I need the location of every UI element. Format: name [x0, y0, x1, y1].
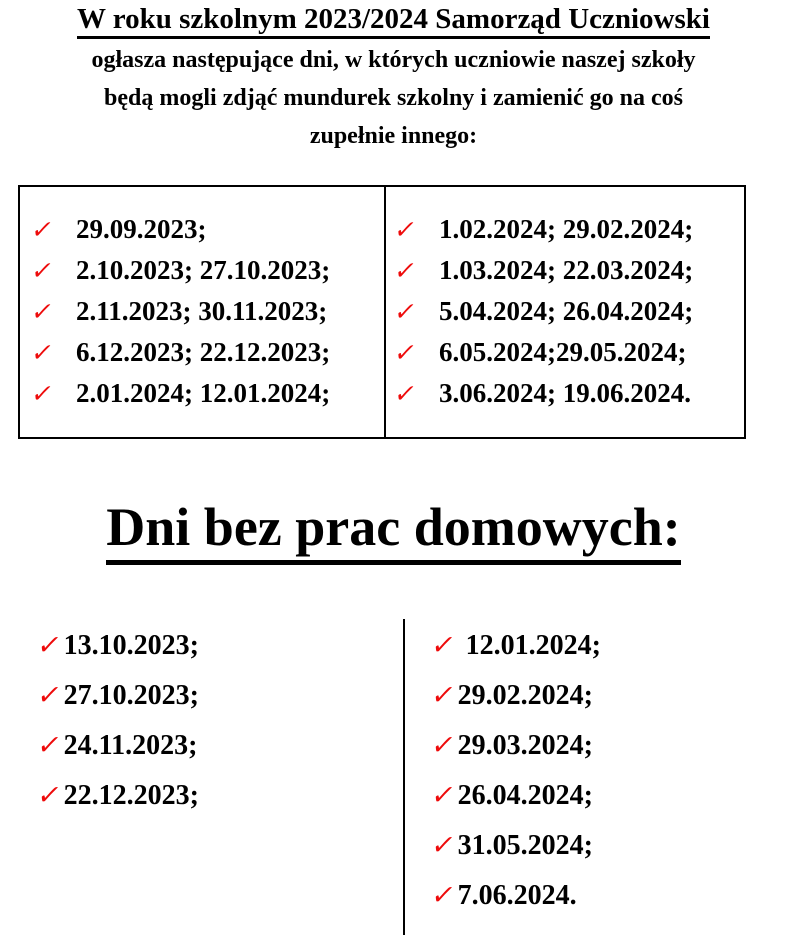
- page-subtitle: [0, 41, 787, 155]
- checkmark-icon: ✓: [428, 680, 459, 711]
- checkmark-icon: ✓: [29, 297, 57, 326]
- list-item: [428, 621, 787, 671]
- list-item: [34, 771, 403, 821]
- checkmark-icon: ✓: [392, 379, 420, 408]
- page-title-text: W roku szkolnym 2023/2024 Samorząd Uczniowski: [77, 3, 710, 39]
- homework-free-heading: [0, 497, 787, 557]
- checkmark-icon: ✓: [34, 630, 65, 661]
- checkmark-icon: ✓: [34, 780, 65, 811]
- checkmark-icon: ✓: [428, 630, 459, 661]
- checkmark-icon: ✓: [34, 730, 65, 761]
- checkmark-icon: ✓: [34, 680, 65, 711]
- date-text: 5.04.2024; 26.04.2024;: [438, 296, 694, 326]
- table-row: [29, 332, 384, 373]
- checkmark-icon: ✓: [428, 830, 459, 861]
- date-text: 29.03.2024;: [457, 730, 593, 761]
- checkmark-icon: ✓: [392, 297, 420, 326]
- checkmark-icon: ✓: [29, 338, 57, 367]
- table-row: [392, 373, 744, 414]
- subtitle-line-3: zupełnie innego:: [309, 123, 478, 149]
- checkmark-icon: ✓: [392, 215, 420, 244]
- homework-free-right-list: [403, 619, 787, 935]
- date-text: 1.02.2024; 29.02.2024;: [438, 214, 694, 244]
- list-item: [428, 771, 787, 821]
- date-text: 6.05.2024;29.05.2024;: [438, 337, 687, 367]
- date-text: 29.02.2024;: [457, 680, 593, 711]
- subtitle-line-1: ogłasza następujące dni, w których uczniowie naszej szkoły: [91, 47, 696, 73]
- date-text: 22.12.2023;: [63, 780, 199, 811]
- list-item: [34, 671, 403, 721]
- checkmark-icon: ✓: [428, 780, 459, 811]
- date-text: 7.06.2024.: [457, 880, 577, 911]
- date-text: 2.01.2024; 12.01.2024;: [75, 378, 331, 408]
- uniform-days-table-left-cell: [20, 187, 384, 437]
- list-item: [428, 871, 787, 921]
- table-row: [392, 250, 744, 291]
- subtitle-line-2: będą mogli zdjąć mundurek szkolny i zamienić go na coś: [104, 85, 683, 111]
- date-text: 2.11.2023; 30.11.2023;: [75, 296, 328, 326]
- list-item: [428, 821, 787, 871]
- date-text: 13.10.2023;: [63, 630, 199, 661]
- table-row: [29, 250, 384, 291]
- date-text: 2.10.2023; 27.10.2023;: [75, 255, 331, 285]
- date-text: 26.04.2024;: [457, 780, 593, 811]
- list-item: [34, 621, 403, 671]
- checkmark-icon: ✓: [29, 215, 57, 244]
- list-item: [428, 671, 787, 721]
- homework-free-lists: [0, 619, 787, 935]
- checkmark-icon: ✓: [392, 338, 420, 367]
- date-text: 27.10.2023;: [63, 680, 199, 711]
- table-row: [392, 332, 744, 373]
- page-title: [0, 3, 787, 36]
- checkmark-icon: ✓: [29, 256, 57, 285]
- date-text: 29.09.2023;: [75, 214, 207, 244]
- checkmark-icon: ✓: [428, 730, 459, 761]
- table-row: [29, 291, 384, 332]
- homework-free-heading-text: Dni bez prac domowych:: [106, 497, 680, 565]
- table-row: [392, 209, 744, 250]
- date-text: 31.05.2024;: [457, 830, 593, 861]
- list-item: [34, 721, 403, 771]
- table-row: [29, 373, 384, 414]
- checkmark-icon: ✓: [428, 880, 459, 911]
- uniform-days-table: [18, 185, 746, 439]
- homework-free-left-list: [0, 619, 403, 935]
- checkmark-icon: ✓: [29, 379, 57, 408]
- date-text: 12.01.2024;: [465, 630, 601, 661]
- date-text: 24.11.2023;: [63, 730, 198, 761]
- table-row: [29, 209, 384, 250]
- checkmark-icon: ✓: [392, 256, 420, 285]
- list-item: [428, 721, 787, 771]
- date-text: 3.06.2024; 19.06.2024.: [438, 378, 691, 408]
- date-text: 6.12.2023; 22.12.2023;: [75, 337, 331, 367]
- table-row: [392, 291, 744, 332]
- uniform-days-table-right-cell: [384, 187, 744, 437]
- date-text: 1.03.2024; 22.03.2024;: [438, 255, 694, 285]
